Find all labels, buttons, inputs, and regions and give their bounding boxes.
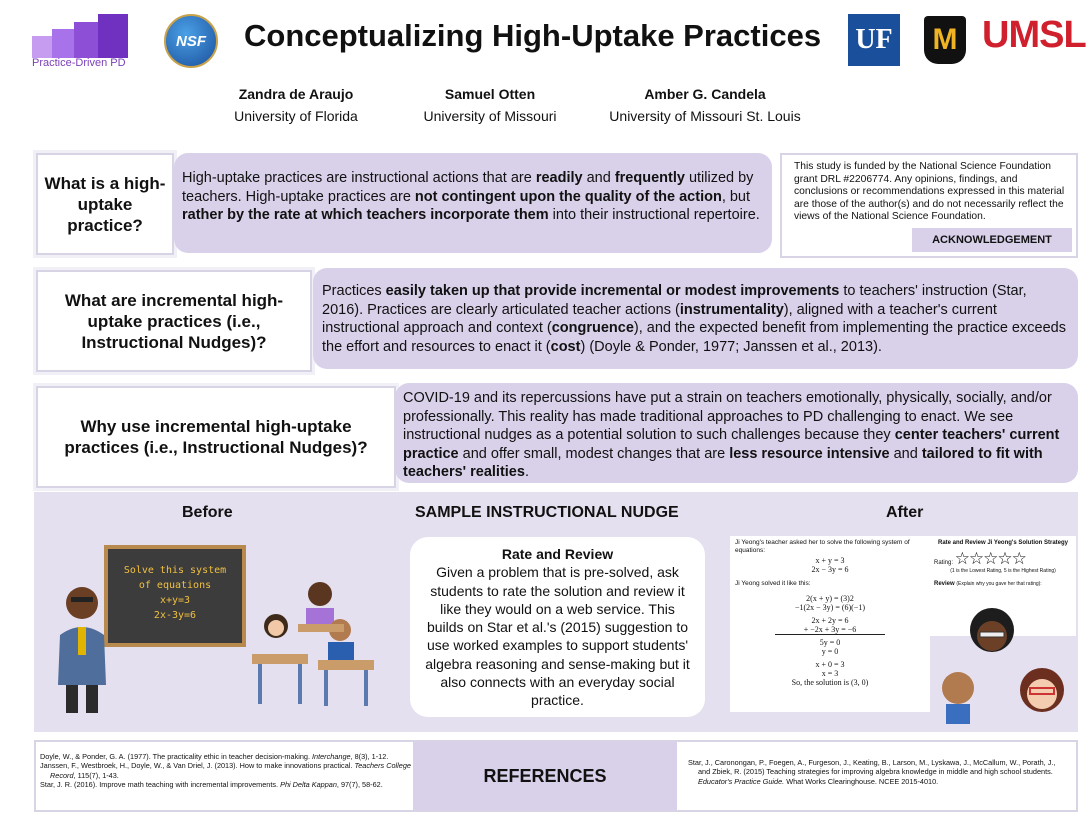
step: 2x + 2y = 6	[811, 616, 849, 625]
question-text: Why use incremental high-uptake practices (i.e., Instructional Nudges)?	[64, 417, 368, 457]
author-name: Amber G. Candela	[644, 86, 766, 102]
students-avatar-icon	[248, 578, 378, 710]
answer-text: COVID-19 and its repercussions have put a strain on teachers emotionally, physically, socially, and/or professionally. This reality has made traditional approaches to PD challenging to enact. We see instructional nudges as a potential solution to such challenges because they	[403, 390, 1052, 443]
reference-entry: Star, J., Caronongan, P., Foegen, A., Furgeson, J., Keating, B., Larson, M., Lyskawa, J., McCallum, W., Porath, J., and Zbiek, R. (2015) Teaching strategies for improving algebra knowledge in middle and high school students. Educator's Practice Guide. What Works Clearinghouse. NCEE 2015-4010.	[688, 758, 1056, 786]
worked-example-card	[730, 536, 930, 712]
question-box-2	[36, 270, 312, 372]
nudge-text: Given a problem that is pre-solved, ask students to rate the solution and review it like they would on a web service. This builds on Star et al.'s (2015) suggestion to use worked examples to support students' algebra reasoning and sense-making but it also connects with an everyday social practice.	[425, 564, 690, 709]
review-hint: (Explain why you gave her that rating):	[956, 581, 1042, 587]
answer-text: High-uptake practices are instructional actions that are	[182, 170, 536, 186]
references-heading: REFERENCES	[413, 742, 677, 810]
emphasis-text: congruence	[551, 320, 634, 336]
answer-text: utilized by teachers. High-uptake practices are	[182, 170, 754, 205]
chalkboard	[104, 545, 246, 647]
equation-2: 2x − 3y = 6	[811, 565, 849, 574]
mizzou-logo: M	[924, 16, 966, 64]
emphasis-text: rather by the rate at which teachers incorporate them	[182, 207, 549, 223]
answer-box-3	[395, 383, 1078, 483]
reference-entry: Doyle, W., & Ponder, G. A. (1977). The practicality ethic in teacher decision-making. Interchange, 8(3), 1-12.	[40, 752, 389, 761]
step: −1(2x − 3y) = (6)(−1)	[794, 603, 866, 612]
question-text: What are incremental high-uptake practices (i.e., Instructional Nudges)?	[64, 290, 284, 352]
references-right	[688, 758, 1068, 786]
answer-text: to teachers' instruction (Star, 2016). Practices are clearly articulated teacher actions (	[322, 283, 1027, 318]
author-1	[196, 86, 396, 124]
rating-title: Rate and Review Ji Yeong's Solution Strategy	[937, 540, 1069, 546]
step: 2(x + y) = (3)2	[806, 594, 854, 603]
answer-text: .	[524, 464, 529, 480]
practice-driven-pd-logo	[30, 10, 140, 74]
star-rating-icon[interactable]: ☆☆☆☆☆	[954, 549, 1026, 568]
answer-text: into their instructional repertoire.	[548, 207, 760, 223]
author-2	[390, 86, 590, 124]
author-3	[588, 86, 822, 124]
rating-scale: (1 is the Lowest Rating, 5 is the Highest Rating)	[950, 568, 1056, 574]
umsl-logo: UMSL	[982, 14, 1086, 56]
answer-text: ), aligned with a teacher's current instructional approach and context (	[322, 301, 997, 336]
author-name: Zandra de Araujo	[238, 86, 354, 102]
worksheet-solved-label: Ji Yeong solved it like this:	[735, 580, 811, 587]
answer-text: and offer small, modest changes that are	[458, 445, 730, 462]
logo-caption: Practice-Driven PD	[32, 57, 126, 69]
answer-text: and	[889, 445, 922, 462]
step: + −2x + 3y = −6	[775, 625, 885, 635]
answer-text: and	[582, 170, 615, 186]
emphasis-text: tailored to fit with teachers' realities	[403, 445, 1043, 480]
reference-entry: Janssen, F., Westbroek, H., Doyle, W., & Van Driel, J. (2013). How to make innovations practical. Teachers College Record, 115(7), 1-43.	[40, 761, 411, 780]
question-box-3	[36, 386, 396, 488]
chalk-line: of equations	[138, 580, 212, 591]
answer-text: ) (Doyle & Ponder, 1977; Janssen et al., 2013).	[580, 338, 882, 355]
nudge-card	[410, 537, 705, 717]
emphasis-text: readily	[535, 170, 583, 186]
question-text: What is a high-uptake practice?	[44, 173, 166, 235]
answer-box-1	[174, 153, 772, 253]
step: y = 0	[821, 647, 839, 656]
answer-text: ), and the expected benefit from implementing the practice exceeds the effort and resources to enact it (	[322, 320, 1066, 355]
acknowledgement-box	[780, 153, 1078, 258]
answer-text: , but	[721, 188, 751, 205]
author-affiliation: University of Missouri St. Louis	[609, 108, 801, 124]
rating-label: Rating:	[934, 560, 954, 566]
chalk-line: Solve this system	[123, 565, 227, 576]
nsf-logo: NSF	[164, 14, 218, 68]
before-label: Before	[182, 504, 233, 521]
answer-text: Practices	[322, 283, 386, 299]
acknowledgement-label: ACKNOWLEDGEMENT	[912, 228, 1072, 252]
emphasis-text: easily taken up that provide incremental or modest improvements	[385, 283, 840, 299]
step: 5y = 0	[819, 638, 841, 647]
after-label: After	[886, 504, 924, 521]
emphasis-text: frequently	[614, 170, 685, 186]
acknowledgement-text: This study is funded by the National Science Foundation grant DRL #2206774. Any opinions, findings, and conclusions or recommendations expressed in this material are those of the author(s) and do not necessarily reflect the views of the National Science Foundation.	[794, 161, 1065, 223]
worksheet-intro: Ji Yeong's teacher asked her to solve the following system of equations:	[735, 539, 910, 554]
emphasis-text: less resource intensive	[729, 445, 890, 462]
emphasis-text: not contingent upon the quality of the action	[414, 188, 722, 205]
answer-box-2	[313, 268, 1078, 369]
chalk-line: 2x-3y=6	[153, 610, 197, 621]
emphasis-text: center teachers' current practice	[403, 427, 1060, 462]
question-box-1	[36, 153, 174, 255]
references-left	[40, 752, 412, 790]
author-affiliation: University of Florida	[234, 108, 358, 124]
teacher-avatar-icon	[52, 575, 112, 715]
author-affiliation: University of Missouri	[423, 108, 557, 124]
step: x = 3	[821, 669, 839, 678]
emphasis-text: instrumentality	[679, 301, 784, 318]
uf-logo: UF	[848, 14, 900, 66]
step: x + 0 = 3	[815, 660, 845, 669]
students-avatars-after-icon	[934, 600, 1074, 726]
equation-1: x + y = 3	[815, 556, 845, 565]
bar-logo-icon	[32, 12, 132, 58]
chalk-line: x+y=3	[159, 595, 191, 606]
nudge-title: Rate and Review	[501, 546, 614, 562]
reference-entry: Star, J. R. (2016). Improve math teaching with incremental improvements. Phi Delta Kappan, 97(7), 58-62.	[40, 780, 383, 790]
review-label: Review	[934, 581, 955, 587]
poster-title: Conceptualizing High-Uptake Practices	[244, 18, 822, 53]
emphasis-text: cost	[550, 338, 581, 355]
author-name: Samuel Otten	[444, 86, 536, 102]
step: So, the solution is (3, 0)	[791, 678, 869, 687]
sample-heading: SAMPLE INSTRUCTIONAL NUDGE	[415, 504, 679, 521]
